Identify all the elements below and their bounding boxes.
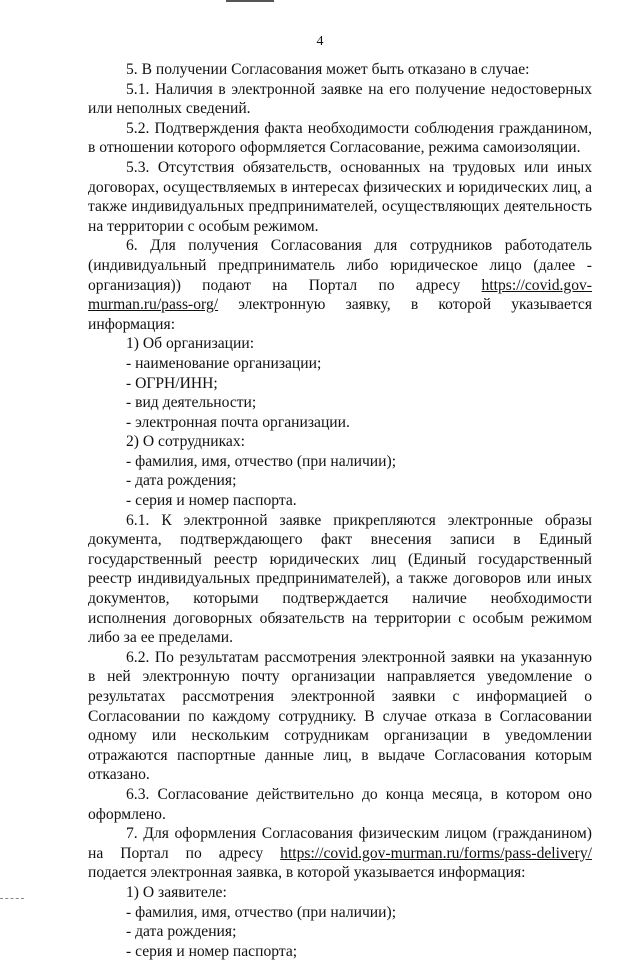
employees-heading: 2) О сотрудниках: [126, 433, 245, 451]
paragraph-6 [88, 236, 592, 334]
paragraph-6-1: 6.1. К электронной заявке прикрепляются электронные образы документа, подтверждающего факт внесения записи в Единый государственный реестр юридических лиц (Единый государственный реестр индивидуальных предпринимателей), а также договоров или иных документов, которыми подтверждается наличие необходимости исполнения договорных обязательств на территории с особым режимом либо за ее пределами. [88, 511, 592, 647]
list-item: - фамилия, имя, отчество (при наличии); [126, 452, 397, 470]
list-item: - серия и номер паспорта. [126, 492, 297, 510]
applicant-heading: 1) О заявителе: [126, 883, 227, 901]
list-item: - вид деятельности; [126, 394, 257, 412]
paragraph-7-text-end: подается электронная заявка, в которой указывается информация: [88, 864, 526, 882]
portal-delivery-link[interactable]: https://covid.gov-murman.ru/forms/pass-delivery/ [280, 844, 592, 862]
list-item: - ОГРН/ИНН; [126, 374, 218, 392]
scan-artifact [0, 898, 24, 899]
paragraph-7-text: 7. Для оформления Согласования физическим лицом (гражданином) на Портал по адресу [88, 825, 592, 862]
portal-org-link[interactable]: https://covid.gov-murman.ru/pass-org/ [88, 276, 592, 314]
list-item: - дата рождения; [126, 472, 237, 490]
paragraph-5-3: 5.3. Отсутствия обязательств, основанных на трудовых или иных договорах, осуществляемых в интересах физических и юридических лиц, а также индивидуальных предпринимателей, осуществляющих деятельность на территории с особым режимом. [88, 158, 592, 235]
paragraph-6-text: 6. Для получения Согласования для сотрудников работодатель (индивидуальный предприниматель либо юридическое лицо (далее - организация)) подают на Портал по адресу [88, 237, 592, 294]
scan-top-mark [226, 0, 274, 2]
paragraph-5: 5. В получении Согласования может быть отказано в случае: [126, 61, 530, 78]
paragraph-5-1: 5.1. Наличия в электронной заявке на его получение недостоверных или неполных сведений. [88, 80, 592, 118]
paragraph-6-3: 6.3. Согласование действительно до конца месяца, в котором оно оформлено. [88, 785, 592, 823]
list-item: - фамилия, имя, отчество (при наличии); [126, 903, 397, 921]
list-item: - серия и номер паспорта; [126, 942, 298, 960]
paragraph-6-2: 6.2. По результатам рассмотрения электронной заявки на указанную в ней электронную почту организации направляется уведомление о результатах рассмотрения электронной заявки с информацией о Согласовании по каждому сотруднику. В случае отказа в Согласовании одному или нескольким сотрудникам организации в уведомлении отражаются паспортные данные лиц, в выдаче Согласования которым отказано. [88, 648, 592, 784]
list-item: - электронная почта организации. [126, 413, 350, 431]
document-body [88, 60, 592, 961]
org-heading: 1) Об организации: [126, 335, 255, 353]
paragraph-5-2: 5.2. Подтверждения факта необходимости соблюдения гражданином, в отношении которого оформляется Согласование, режима самоизоляции. [88, 119, 592, 157]
list-item: - дата рождения; [126, 923, 237, 941]
page-number: 4 [316, 34, 324, 49]
paragraph-7 [88, 824, 592, 883]
list-item: - наименование организации; [126, 354, 322, 372]
paragraph-6-text-end: электронную заявку, в которой указывается информация: [88, 296, 592, 333]
